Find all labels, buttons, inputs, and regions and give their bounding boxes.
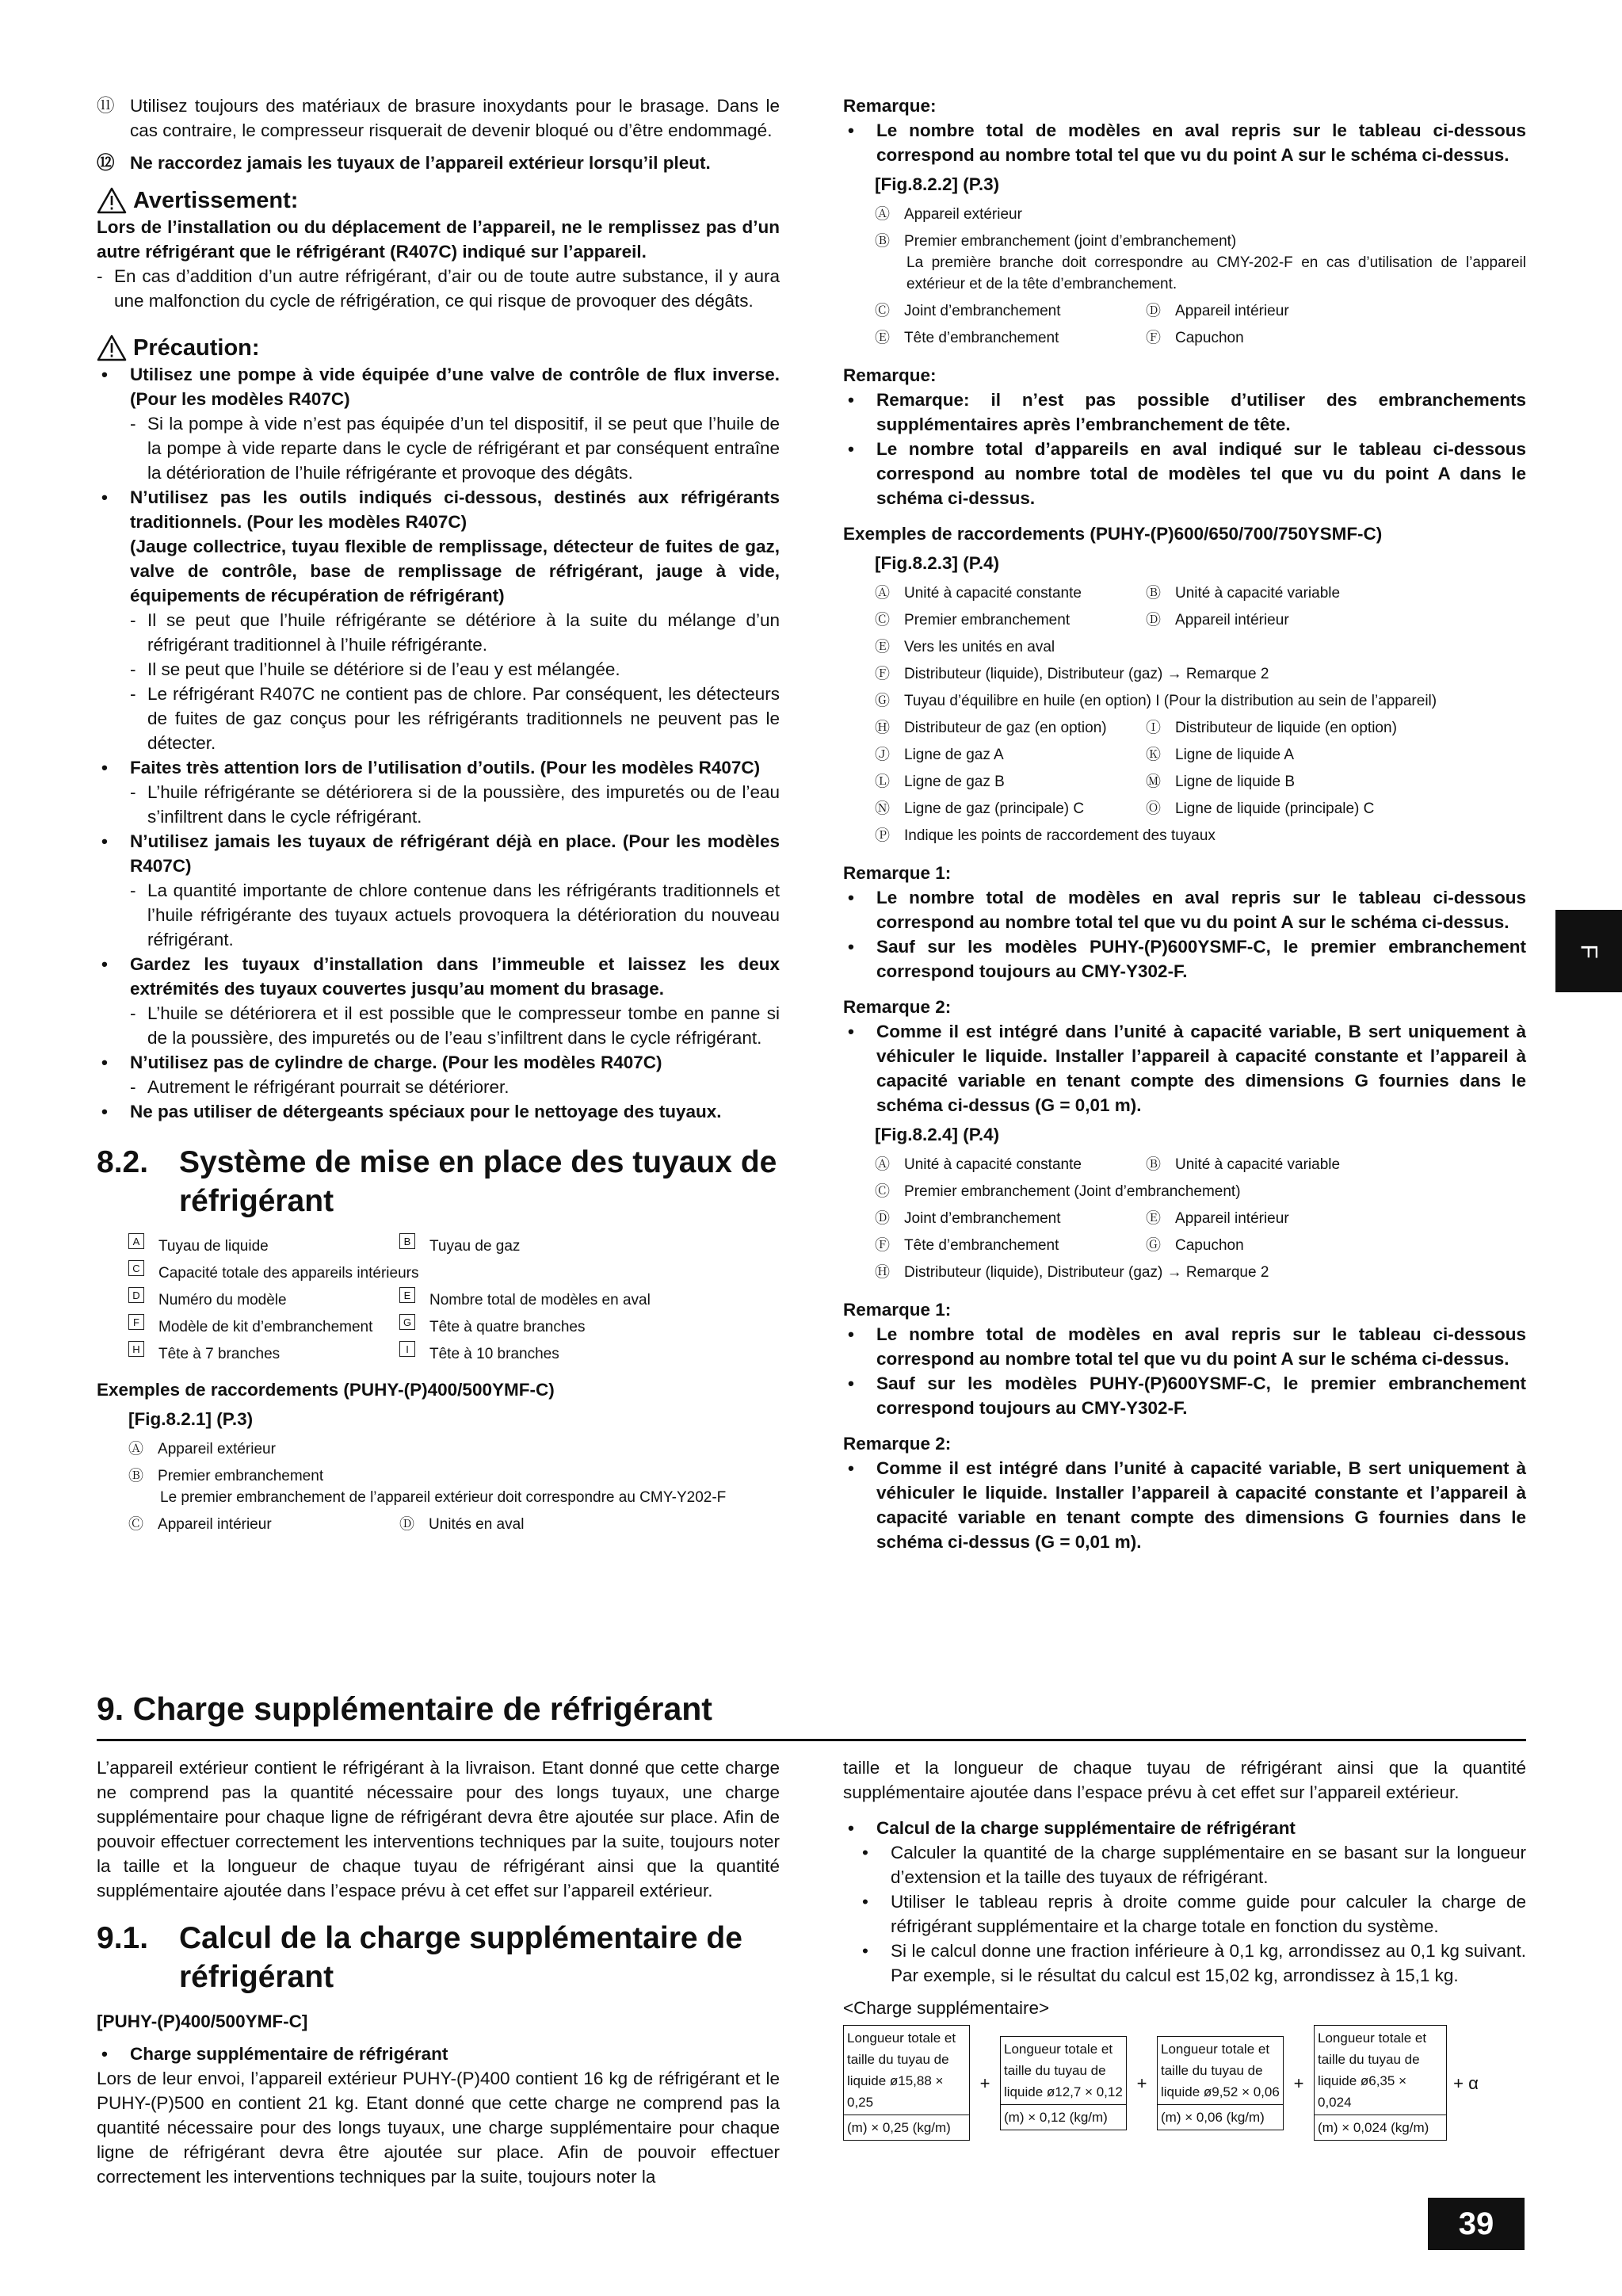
legend-value: Capuchon bbox=[1175, 330, 1244, 346]
warning-text: Lors de l’installation ou du déplacement de l’appareil, ne le remplissez pas d’un autre réfrigérant que le réfrigérant (R407C) indiqué sur l’appareil. bbox=[97, 217, 780, 262]
bottom-right-column bbox=[843, 1755, 1526, 2141]
legend-value: Ligne de liquide A bbox=[1175, 747, 1295, 763]
legend-value: Distributeur de gaz (en option) bbox=[904, 720, 1107, 736]
legend-row bbox=[875, 298, 1526, 325]
legend-fig-8-2-1 bbox=[128, 1436, 780, 1538]
section-title: Calcul de la charge supplémentaire de réfrigérant bbox=[179, 1921, 742, 1994]
remark-bullet: • Le nombre total de modèles en aval repris sur le tableau ci-dessous correspond au nombre total tel que vu du point A sur le schéma ci-dessus. bbox=[843, 885, 1526, 934]
fig-8-2-3-ref: [Fig.8.2.3] (P.4) bbox=[875, 553, 1000, 573]
box-line: liquide ø6,35 × 0,024 bbox=[1318, 2073, 1406, 2110]
legend-key: B bbox=[399, 1233, 415, 1249]
legend-key: Ⓙ bbox=[875, 747, 891, 763]
legend-value: Appareil intérieur bbox=[158, 1516, 272, 1533]
box-line: taille du tuyau de bbox=[1161, 2062, 1263, 2078]
remark-heading: Remarque: bbox=[843, 365, 937, 385]
formula-box bbox=[1314, 2025, 1447, 2141]
legend-key: F bbox=[128, 1314, 144, 1330]
legend-value: Tête d’embranchement bbox=[904, 1237, 1059, 1254]
legend-value: Appareil intérieur bbox=[1175, 303, 1289, 319]
legend-value: Unité à capacité variable bbox=[1175, 1156, 1341, 1173]
legend-key: Ⓒ bbox=[875, 1183, 891, 1200]
legend-key: Ⓐ bbox=[875, 1156, 891, 1173]
section-title: Système de mise en place des tuyaux de réfrigérant bbox=[179, 1145, 777, 1218]
alpha-term: + α bbox=[1453, 2073, 1479, 2093]
box-unit: (m) × 0,024 (kg/m) bbox=[1315, 2115, 1446, 2140]
legend-key: Ⓜ bbox=[1146, 774, 1162, 790]
legend-value: Numéro du modèle bbox=[158, 1292, 287, 1308]
plus-sign: + bbox=[1136, 2073, 1147, 2093]
left-column bbox=[97, 94, 780, 1538]
legend-value: Ligne de gaz B bbox=[904, 774, 1005, 790]
remark-heading: Remarque: bbox=[843, 96, 937, 116]
legend-value: Indique les points de raccordement des tuyaux bbox=[904, 827, 1216, 844]
item-11-number: ⑪ bbox=[97, 96, 115, 116]
legend-key: Ⓖ bbox=[875, 693, 891, 709]
legend-row bbox=[875, 688, 1526, 715]
legend-value: Ligne de gaz (principale) C bbox=[904, 800, 1085, 817]
section-8-2-heading bbox=[97, 1143, 780, 1221]
legend-row bbox=[875, 742, 1526, 769]
warning-heading bbox=[97, 186, 780, 215]
legend-key: Ⓕ bbox=[875, 666, 891, 682]
legend-key: Ⓒ bbox=[875, 612, 891, 628]
legend-key: Ⓓ bbox=[1146, 612, 1162, 628]
legend-row bbox=[875, 715, 1526, 742]
continued-paragraph: taille et la longueur de chaque tuyau de réfrigérant ainsi que la quantité supplémentaire ajoutée dans l’espace prévu à cet effet sur l’appareil extérieur. bbox=[843, 1758, 1526, 1802]
caution-bullet-3: • Faites très attention lors de l’utilisation d’outils. (Pour les modèles R407C) bbox=[97, 755, 780, 780]
legend-key: Ⓔ bbox=[1146, 1210, 1162, 1227]
caution-dash-text: L’huile réfrigérante se détériorera si de la poussière, des impuretés ou de l’eau s’infiltrent dans le cycle réfrigérant. bbox=[147, 782, 780, 827]
warning-triangle-icon bbox=[97, 187, 127, 214]
legend-row bbox=[128, 1314, 780, 1341]
legend-row bbox=[875, 228, 1526, 255]
legend-key: Ⓒ bbox=[128, 1516, 144, 1533]
legend-value: Appareil intérieur bbox=[1175, 1210, 1289, 1227]
remark-heading: Remarque 1: bbox=[843, 1300, 952, 1320]
legend-value: Unité à capacité constante bbox=[904, 1156, 1082, 1173]
caution-dash-text: Le réfrigérant R407C ne contient pas de chlore. Par conséquent, les détecteurs de fuites de gaz conçus pour les réfrigérants traditionnels ne peuvent pas le détecter. bbox=[147, 684, 780, 753]
caution-bullet-4: • N’utilisez jamais les tuyaux de réfrigérant déjà en place. (Pour les modèles R407C) bbox=[97, 829, 780, 878]
bottom-left-column bbox=[97, 1755, 780, 2189]
legend-subtext: La première branche doit correspondre au CMY-202-F en cas d’utilisation de l’appareil extérieur et de la tête d’embranchement. bbox=[906, 254, 1526, 292]
item-11 bbox=[97, 94, 780, 143]
remark-heading: Remarque 2: bbox=[843, 1434, 952, 1454]
legend-value: Vers les unités en aval bbox=[904, 639, 1055, 655]
language-side-tab bbox=[1555, 910, 1622, 992]
legend-row bbox=[128, 1436, 780, 1463]
legend-value: Nombre total de modèles en aval bbox=[429, 1292, 651, 1308]
page-number: 39 bbox=[1428, 2198, 1525, 2250]
remark-bullet: • Remarque: il n’est pas possible d’utiliser des embranchements supplémentaires après l’embranchement de tête. bbox=[843, 388, 1526, 437]
legend-value: Tête à 7 branches bbox=[158, 1346, 281, 1362]
legend-key: Ⓛ bbox=[875, 774, 891, 790]
legend-value: Tuyau de liquide bbox=[158, 1238, 269, 1255]
caution-dash: - Autrement le réfrigérant pourrait se détériorer. bbox=[130, 1077, 509, 1097]
section-number: 9.1. bbox=[97, 1921, 149, 1955]
legend-value: Premier embranchement (Joint d’embranchement) bbox=[904, 1183, 1241, 1200]
legend-value: Unités en aval bbox=[429, 1516, 525, 1533]
caution-dash-text: Il se peut que l’huile réfrigérante se détériore à la suite du mélange d’un réfrigérant traditionnel à l’huile réfrigérante. bbox=[147, 610, 780, 655]
legend-key: Ⓕ bbox=[1146, 330, 1162, 346]
legend-value: Unité à capacité constante bbox=[904, 585, 1082, 602]
remark-bullet: • Le nombre total de modèles en aval repris sur le tableau ci-dessous correspond au nombre total tel que vu du point A sur le schéma ci-dessus. bbox=[843, 118, 1526, 167]
warning-dash-text: En cas d’addition d’un autre réfrigérant, d’air ou de toute autre substance, il y aura une malfonction du cycle de réfrigération, ce qui risque de provoquer des dégâts. bbox=[114, 266, 780, 311]
box-line: Longueur totale et bbox=[847, 2030, 956, 2046]
formula-box bbox=[1157, 2036, 1284, 2130]
legend-key: Ⓑ bbox=[1146, 585, 1162, 602]
legend-row bbox=[128, 1260, 780, 1287]
caution-dash: - Il se peut que l’huile réfrigérante se détériore à la suite du mélange d’un réfrigérant traditionnel à l’huile réfrigérante. bbox=[130, 610, 780, 655]
legend-row bbox=[128, 1341, 780, 1368]
item-12-text: Ne raccordez jamais les tuyaux de l’appareil extérieur lorsqu’il pleut. bbox=[130, 153, 711, 173]
legend-key: Ⓑ bbox=[1146, 1156, 1162, 1173]
legend-value: Tuyau de gaz bbox=[429, 1238, 521, 1255]
caution-dash-text: L’huile se détériorera et il est possible que le compresseur tombe en panne si de la poussière, des impuretés ou de l’eau s’infiltrent dans le cycle réfrigérant. bbox=[147, 1003, 780, 1048]
example-heading-2: Exemples de raccordements (PUHY-(P)600/650/700/750YSMF-C) bbox=[843, 524, 1383, 544]
formula-box bbox=[843, 2025, 970, 2141]
side-tab-label: F bbox=[1575, 943, 1602, 959]
box-line: taille du tuyau de bbox=[1004, 2062, 1106, 2078]
legend-row bbox=[875, 201, 1526, 228]
legend-key: Ⓘ bbox=[1146, 720, 1162, 736]
warning-title: Avertissement: bbox=[133, 188, 299, 213]
box-unit: (m) × 0,06 (kg/m) bbox=[1158, 2104, 1283, 2130]
legend-row bbox=[128, 1233, 780, 1260]
caution-bullet-1: • Utilisez une pompe à vide équipée d’une valve de contrôle de flux inverse. (Pour les modèles R407C) bbox=[97, 362, 780, 411]
legend-row bbox=[128, 1287, 780, 1314]
remark-bullet: • Comme il est intégré dans l’unité à capacité variable, B sert uniquement à véhiculer le liquide. Installer l’appareil à capacité constante et l’appareil à capacité variable en tenant compte des dimensions G fournies dans le schéma ci-dessus (G = 0,01 m). bbox=[843, 1456, 1526, 1554]
caution-heading bbox=[97, 334, 780, 362]
caution-dash-text: Autrement le réfrigérant pourrait se détériorer. bbox=[147, 1077, 509, 1097]
legend-value: Tuyau d’équilibre en huile (en option) I (Pour la distribution au sein de l’appareil) bbox=[904, 693, 1437, 709]
caution-tools-list: (Jauge collectrice, tuyau flexible de remplissage, détecteur de fuites de gaz, valve de contrôle, base de remplissage de réfrigérant, jauge à vide, équipements de récupération de réfrigérant) bbox=[130, 537, 780, 606]
caution-dash-text: La quantité importante de chlore contenue dans les réfrigérants traditionnels et l’huile réfrigérante des tuyaux actuels provoquera la détérioration du nouveau réfrigérant. bbox=[147, 881, 780, 949]
model-heading: [PUHY-(P)400/500YMF-C] bbox=[97, 2011, 308, 2031]
box-line: Longueur totale et bbox=[1004, 2041, 1113, 2057]
remark-bullet: • Sauf sur les modèles PUHY-(P)600YSMF-C, le premier embranchement correspond toujours au CMY-Y302-F. bbox=[843, 934, 1526, 984]
legend-row bbox=[875, 796, 1526, 823]
legend-value: Tête à quatre branches bbox=[429, 1319, 586, 1335]
legend-row bbox=[875, 1152, 1526, 1179]
legend-key: Ⓐ bbox=[875, 585, 891, 602]
remark-bullet: • Sauf sur les modèles PUHY-(P)600YSMF-C, le premier embranchement correspond toujours au CMY-Y302-F. bbox=[843, 1371, 1526, 1420]
legend-subtext: Le premier embranchement de l’appareil extérieur doit correspondre au CMY-Y202-F bbox=[160, 1489, 727, 1506]
legend-value: Premier embranchement (joint d’embranchement) bbox=[904, 233, 1237, 250]
legend-row bbox=[128, 1511, 780, 1538]
warning-dash: - En cas d’addition d’un autre réfrigérant, d’air ou de toute autre substance, il y aura une malfonction du cycle de réfrigération, ce qui risque de provoquer des dégâts. bbox=[97, 266, 780, 311]
legend-value: Tête d’embranchement bbox=[904, 330, 1059, 346]
legend-value: Distributeur (liquide), Distributeur (gaz) → Remarque 2 bbox=[904, 666, 1269, 682]
legend-fig-8-2-4 bbox=[875, 1152, 1526, 1286]
legend-value: Capacité totale des appareils intérieurs bbox=[158, 1265, 419, 1282]
box-line: Longueur totale et bbox=[1161, 2041, 1270, 2057]
caution-dash: - La quantité importante de chlore contenue dans les réfrigérants traditionnels et l’huile réfrigérante des tuyaux actuels provoquera la détérioration du nouveau réfrigérant. bbox=[130, 881, 780, 949]
section-9-heading: 9. Charge supplémentaire de réfrigérant bbox=[97, 1688, 1526, 1741]
legend-row bbox=[875, 769, 1526, 796]
legend-key: Ⓔ bbox=[875, 330, 891, 346]
legend-value: Premier embranchement bbox=[158, 1468, 324, 1484]
legend-key: Ⓖ bbox=[1146, 1237, 1162, 1254]
legend-key: Ⓗ bbox=[875, 1264, 891, 1281]
legend-key: Ⓗ bbox=[875, 720, 891, 736]
legend-row bbox=[875, 823, 1526, 850]
legend-row bbox=[875, 325, 1526, 352]
legend-row bbox=[875, 580, 1526, 607]
formula-box bbox=[1000, 2036, 1127, 2130]
caution-bullet-5: • Gardez les tuyaux d’installation dans l’immeuble et laissez les deux extrémités des tuyaux couvertes jusqu’au moment du brasage. bbox=[97, 952, 780, 1001]
remark-heading: Remarque 1: bbox=[843, 863, 952, 883]
caution-dash-text: Si la pompe à vide n’est pas équipée d’un tel dispositif, il se peut que l’huile de la pompe à vide reparte dans le cycle de réfrigérant et par conséquent entraîne la détérioration de l’huile réfrigérante et provoque des dégâts. bbox=[147, 414, 780, 483]
legend-value: Appareil extérieur bbox=[904, 206, 1022, 223]
example-heading-1: Exemples de raccordements (PUHY-(P)400/500YMF-C) bbox=[97, 1380, 555, 1400]
item-11-text: Utilisez toujours des matériaux de brasure inoxydants pour le brasage. Dans le cas contraire, le compresseur risquerait de devenir bloqué ou d’être endommagé. bbox=[130, 96, 780, 140]
box-line: taille du tuyau de bbox=[1318, 2052, 1420, 2067]
legend-row bbox=[875, 1179, 1526, 1205]
legend-row bbox=[875, 661, 1526, 688]
legend-fig-8-2-3 bbox=[875, 580, 1526, 850]
legend-key: Ⓒ bbox=[875, 303, 891, 319]
legend-key: Ⓓ bbox=[1146, 303, 1162, 319]
calc-step-1: • Calculer la quantité de la charge supplémentaire en se basant sur la longueur d’extension et la taille des tuyaux de réfrigérant. bbox=[857, 1840, 1526, 1889]
charge-paragraph: Lors de leur envoi, l’appareil extérieur PUHY-(P)400 contient 16 kg de réfrigérant et le PUHY-(P)500 en contient 21 kg. Etant donné que cette charge ne comprend pas la quantité nécessaire pour des longs tuyaux, une charge supplémentaire pour chaque ligne de réfrigérant devra être ajoutée sur place. Afin de pouvoir effectuer correctement les interventions techniques par la suite, toujours noter la bbox=[97, 2069, 780, 2187]
fig-8-2-4-ref: [Fig.8.2.4] (P.4) bbox=[875, 1125, 1000, 1144]
calc-step-3: • Si le calcul donne une fraction inférieure à 0,1 kg, arrondissez au 0,1 kg suivant. Par exemple, si le résultat du calcul est 15,02 kg, arrondissez à 15,1 kg. bbox=[857, 1939, 1526, 1988]
legend-key: C bbox=[128, 1260, 144, 1276]
legend-value: Distributeur (liquide), Distributeur (gaz) → Remarque 2 bbox=[904, 1264, 1269, 1281]
caution-bullet-7: • Ne pas utiliser de détergeants spéciaux pour le nettoyage des tuyaux. bbox=[97, 1099, 780, 1124]
legend-key: Ⓓ bbox=[399, 1516, 415, 1533]
caution-bullet-6: • N’utilisez pas de cylindre de charge. (Pour les modèles R407C) bbox=[97, 1050, 780, 1075]
box-line: liquide ø9,52 × 0,06 bbox=[1161, 2084, 1280, 2099]
legend-value: Ligne de gaz A bbox=[904, 747, 1004, 763]
legend-value: Premier embranchement bbox=[904, 612, 1071, 628]
legend-value: Appareil extérieur bbox=[158, 1441, 276, 1457]
legend-key: Ⓑ bbox=[875, 233, 891, 250]
legend-key: Ⓚ bbox=[1146, 747, 1162, 763]
legend-value: Tête à 10 branches bbox=[429, 1346, 559, 1362]
item-12 bbox=[97, 151, 780, 175]
legend-key: D bbox=[128, 1287, 144, 1303]
box-unit: (m) × 0,12 (kg/m) bbox=[1001, 2104, 1126, 2130]
legend-key: Ⓞ bbox=[1146, 800, 1162, 817]
legend-key: Ⓐ bbox=[875, 206, 891, 223]
fig-8-2-2-ref: [Fig.8.2.2] (P.3) bbox=[875, 174, 1000, 194]
caution-dash: - Le réfrigérant R407C ne contient pas de chlore. Par conséquent, les détecteurs de fuites de gaz conçus pour les réfrigérants traditionnels ne peuvent pas le détecter. bbox=[130, 684, 780, 753]
legend-row bbox=[128, 1463, 780, 1490]
remark-bullet: • Comme il est intégré dans l’unité à capacité variable, B sert uniquement à véhiculer le liquide. Installer l’appareil à capacité constante et l’appareil à capacité variable en tenant compte des dimensions G fournies dans le schéma ci-dessus (G = 0,01 m). bbox=[843, 1019, 1526, 1117]
legend-key: Ⓟ bbox=[875, 827, 891, 844]
legend-key: A bbox=[128, 1233, 144, 1249]
remark-bullet: • Le nombre total de modèles en aval repris sur le tableau ci-dessous correspond au nombre total tel que vu du point A sur le schéma ci-dessus. bbox=[843, 1322, 1526, 1371]
legend-key: E bbox=[399, 1287, 415, 1303]
charge-bullet: • Charge supplémentaire de réfrigérant bbox=[97, 2042, 780, 2066]
box-line: Longueur totale et bbox=[1318, 2030, 1427, 2046]
legend-row bbox=[875, 607, 1526, 634]
caution-dash: - L’huile se détériorera et il est possible que le compresseur tombe en panne si de la poussière, des impuretés ou de l’eau s’infiltrent dans le cycle réfrigérant. bbox=[130, 1003, 780, 1048]
legend-value: Ligne de liquide B bbox=[1175, 774, 1296, 790]
caution-dash: - L’huile réfrigérante se détériorera si de la poussière, des impuretés ou de l’eau s’infiltrent dans le cycle réfrigérant. bbox=[130, 782, 780, 827]
legend-row bbox=[875, 634, 1526, 661]
legend-value: Joint d’embranchement bbox=[904, 1210, 1061, 1227]
remark-bullet: • Le nombre total d’appareils en aval indiqué sur le tableau ci-dessous correspond au nombre total de modèles tel que vu du point A dans le schéma ci-dessus. bbox=[843, 437, 1526, 510]
legend-key: Ⓐ bbox=[128, 1441, 144, 1457]
caution-triangle-icon bbox=[97, 334, 127, 361]
box-line: liquide ø12,7 × 0,12 bbox=[1004, 2084, 1123, 2099]
legend-value: Ligne de liquide (principale) C bbox=[1175, 800, 1375, 817]
legend-key: I bbox=[399, 1341, 415, 1357]
legend-key: Ⓕ bbox=[875, 1237, 891, 1254]
fig-8-2-1-ref: [Fig.8.2.1] (P.3) bbox=[128, 1409, 254, 1429]
item-12-number: ⑫ bbox=[97, 153, 115, 173]
legend-value: Unité à capacité variable bbox=[1175, 585, 1341, 602]
box-line: liquide ø15,88 × 0,25 bbox=[847, 2073, 944, 2110]
legend-key: Ⓓ bbox=[875, 1210, 891, 1227]
legend-key: Ⓝ bbox=[875, 800, 891, 817]
section-9-1-heading bbox=[97, 1919, 780, 1996]
legend-value: Capuchon bbox=[1175, 1237, 1244, 1254]
legend-value: Distributeur de liquide (en option) bbox=[1175, 720, 1397, 736]
calc-bullet: • Calcul de la charge supplémentaire de réfrigérant bbox=[843, 1816, 1526, 1840]
legend-row bbox=[875, 1205, 1526, 1232]
caution-dash-text: Il se peut que l’huile se détériore si de l’eau y est mélangée. bbox=[147, 659, 620, 679]
box-unit: (m) × 0,25 (kg/m) bbox=[844, 2115, 969, 2140]
legend-fig-8-2-2 bbox=[875, 201, 1526, 352]
section-9-intro: L’appareil extérieur contient le réfrigérant à la livraison. Etant donné que cette charge ne comprend pas la quantité nécessaire pour des longs tuyaux, une charge supplémentaire pour chaque ligne de réfrigérant devra être ajoutée sur place. Afin de pouvoir effectuer correctement les interventions techniques par la suite, toujours noter la taille et la longueur de chaque tuyau de réfrigérant ainsi que la quantité supplémentaire ajoutée dans l’espace prévu à cet effet sur l’appareil extérieur. bbox=[97, 1758, 780, 1901]
legend-row bbox=[875, 1232, 1526, 1259]
calc-step-2: • Utiliser le tableau repris à droite comme guide pour calculer la charge de réfrigérant supplémentaire et la charge totale en fonction du système. bbox=[857, 1889, 1526, 1939]
plus-sign: + bbox=[1293, 2073, 1304, 2093]
legend-key: Ⓑ bbox=[128, 1468, 144, 1484]
plus-sign: + bbox=[979, 2073, 990, 2093]
caution-dash: - Si la pompe à vide n’est pas équipée d’un tel dispositif, il se peut que l’huile de la pompe à vide reparte dans le cycle de réfrigérant et par conséquent entraîne la détérioration de l’huile réfrigérante et provoque des dégâts. bbox=[130, 414, 780, 483]
legend-key: Ⓔ bbox=[875, 639, 891, 655]
legend-key: G bbox=[399, 1314, 415, 1330]
section-number: 8.2. bbox=[97, 1145, 149, 1179]
formula-label: <Charge supplémentaire> bbox=[843, 1998, 1050, 2018]
charge-formula bbox=[843, 2025, 1526, 2141]
legend-row bbox=[875, 1259, 1526, 1286]
legend-value: Modèle de kit d’embranchement bbox=[158, 1319, 373, 1335]
box-line: taille du tuyau de bbox=[847, 2052, 949, 2067]
caution-bullet-2: • N’utilisez pas les outils indiqués ci-dessous, destinés aux réfrigérants traditionnels. (Pour les modèles R407C) bbox=[97, 485, 780, 534]
legend-8-2 bbox=[128, 1233, 780, 1368]
remark-heading: Remarque 2: bbox=[843, 997, 952, 1017]
right-column bbox=[843, 94, 1526, 1554]
caution-dash: - Il se peut que l’huile se détériore si de l’eau y est mélangée. bbox=[130, 659, 620, 679]
legend-value: Appareil intérieur bbox=[1175, 612, 1289, 628]
legend-key: H bbox=[128, 1341, 144, 1357]
legend-value: Joint d’embranchement bbox=[904, 303, 1061, 319]
caution-title: Précaution: bbox=[133, 335, 260, 361]
